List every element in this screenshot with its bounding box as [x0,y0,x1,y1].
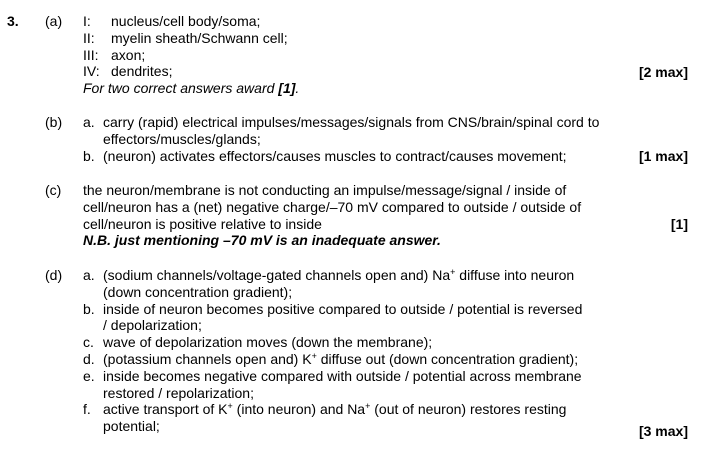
part-d-item-f: f. active transport of K+ (into neuron) and Na+ (out of neuron) restores resting potential; [83,401,567,435]
part-d-item-a: a. (sodium channels/voltage-gated channels open and) Na+ diffuse into neuron (down concentration gradient); [83,267,575,300]
part-a-item-3: III: axon; [83,46,146,63]
part-a-item-2: II: myelin sheath/Schwann cell; [83,29,288,46]
part-a-note: For two correct answers award [1]. [83,80,300,97]
part-d-body [83,267,643,435]
part-b-label: (b) [45,114,63,130]
part-b-item-a: a. carry (rapid) electrical impulses/messages/signals from CNS/brain/spinal cord to effectors/muscles/glands; [83,114,600,147]
part-b-item-b: b. (neuron) activates effectors/causes muscles to contract/causes movement; [83,147,567,164]
part-a-body [83,13,643,97]
part-b-mark: [1 max] [638,148,688,164]
question-number: 3. [7,13,19,29]
part-d-item-e: e. inside becomes negative compared with outside / potential across membrane restored / repolarization; [83,367,582,401]
part-d-label: (d) [45,267,63,283]
part-c-label: (c) [45,182,62,198]
part-d-mark: [3 max] [638,423,688,439]
part-d-item-c: c. wave of depolarization moves (down the membrane); [83,334,433,351]
part-c-note: N.B. just mentioning –70 mV is an inadequate answer. [83,232,441,249]
part-b-body [83,114,643,164]
part-d-item-b: b. inside of neuron becomes positive compared to outside / potential is reversed / depolarization; [83,300,583,334]
part-c-body: the neuron/membrane is not conducting an impulse/message/signal / inside of cell/neuron has a (net) negative charge/–70 mV compared to outside / outside of cell/neuron is positive relative to inside N.B. just mentioning –70 mV is an inadequate answer. [83,182,643,249]
part-a-item-1: I: nucleus/cell body/soma; [83,13,261,29]
part-d-item-d: d. (potassium channels open and) K+ diffuse out (down concentration gradient); [83,350,579,367]
part-a-mark: [2 max] [638,64,688,80]
part-a-label: (a) [45,13,63,29]
part-c-mark: [1] [670,216,688,232]
part-a-item-4: IV: dendrites; [83,63,173,80]
